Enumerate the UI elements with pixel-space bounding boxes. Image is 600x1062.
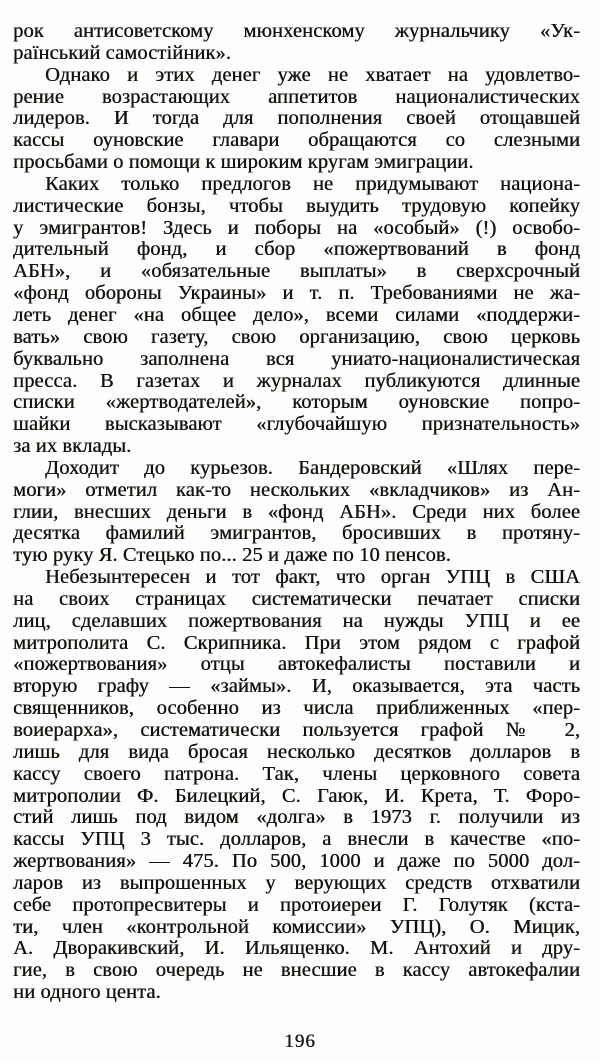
text-line: «фонд обороны Украины» и т. п. Требованиями не жа- — [13, 282, 580, 305]
text-line: Однако и этих денег уже не хватает на удовлетво- — [45, 63, 580, 86]
text-line: ни одного цента. — [13, 981, 161, 1004]
text-line: себе протопресвитеры и протоиереи Г. Голутяк (кста- — [13, 893, 580, 916]
text-line: раїнський самостійник». — [13, 41, 231, 64]
text-line: жертвования» — 475. По 500, 1000 и даже по 5000 дол- — [13, 850, 580, 873]
text-line: листические бонзы, чтобы выудить трудовую копейку — [13, 194, 580, 217]
text-line: ларов из выпрошенных у верующих средств отхватили — [13, 871, 580, 894]
text-line: Небезынтересен и тот факт, что орган УПЦ в США — [45, 566, 580, 589]
text-line: тую руку Я. Стецько по... 25 и даже по 10 пенсов. — [13, 544, 451, 567]
text-line: «пожертвования» отцы автокефалисты поставили и — [13, 653, 580, 676]
text-line: леть денег «на общее дело», всеми силами «поддержи- — [13, 303, 580, 326]
text-line: рок антисоветскому мюнхенскому журнальчику «Ук- — [13, 20, 580, 42]
text-line: буквально заполнена вся униато-националистическая — [13, 347, 580, 370]
text-line: стий лишь под видом «долга» в 1973 г. получили из — [13, 806, 580, 829]
text-line: кассу своего патрона. Так, члены церковного совета — [13, 762, 580, 785]
text-line: лишь для вида бросая несколько десятков долларов в — [13, 740, 580, 763]
text-line: моги» отметил как-то нескольких «вкладчиков» из Ан- — [13, 478, 580, 501]
text-line: лидеров. И тогда для пополнения своей отощавшей — [13, 107, 580, 130]
text-line: митрополита С. Скрипника. При этом рядом с графой — [13, 631, 580, 654]
text-line: АБН», и «обязательные выплаты» в сверхсрочный — [13, 260, 580, 283]
text-line: пресса. В газетах и журналах публикуются длинные — [13, 369, 580, 392]
text-line: вторую графу — «займы». И, оказывается, эта часть — [13, 675, 580, 698]
text-line: на своих страницах систематически печатает списки — [13, 587, 580, 610]
page-text — [13, 21, 580, 1004]
text-line: вать» свою газету, свою организацию, свою церковь — [13, 325, 580, 348]
text-line: за их вклады. — [13, 435, 132, 458]
text-line: ти, член «контрольной комиссии» УПЦ), О. Мицик, — [13, 915, 580, 938]
text-line: лиц, сделавших пожертвования на нужды УПЦ и ее — [13, 609, 580, 632]
text-line: Каких только предлогов не придумывают национа- — [45, 172, 580, 195]
paragraph — [13, 458, 580, 567]
text-line: глии, внесших деньги в «фонд АБН». Среди них более — [13, 500, 580, 523]
text-line: священников, особенно из числа приближенных «пер- — [13, 697, 580, 720]
text-line: воиерарха», систематически пользуется графой № 2, — [13, 719, 580, 741]
text-line: кассы оуновские главари обращаются со слезными — [13, 129, 580, 152]
text-line: списки «жертводателей», которым оуновские попро- — [13, 391, 580, 414]
text-line: рение возрастающих аппетитов националистических — [13, 85, 580, 108]
paragraph — [13, 567, 580, 1004]
text-line: дительный фонд, и сбор «пожертвований в фонд — [13, 238, 580, 261]
paragraph — [13, 21, 580, 65]
text-line: А. Дворакивский, И. Ильященко. М. Антохий и дру- — [13, 937, 580, 960]
text-line: шайки высказывают «глубочайшую признательность» — [13, 413, 580, 436]
paragraph — [13, 65, 580, 174]
text-line: гие, в свою очередь не внесшие в кассу автокефалии — [13, 959, 580, 982]
text-line: митрополии Ф. Билецкий, С. Гаюк, И. Крета, Т. Форо- — [13, 784, 580, 807]
page-number: 196 — [284, 1031, 316, 1052]
text-line: десятка фамилий эмигрантов, бросивших в протяну- — [13, 522, 580, 545]
paragraph — [13, 174, 580, 458]
text-line: Доходит до курьезов. Бандеровский «Шлях пере- — [45, 456, 580, 479]
text-line: просьбами о помощи к широким кругам эмиграции. — [13, 151, 474, 174]
text-line: у эмигрантов! Здесь и поборы на «особый» (!) освобо- — [13, 216, 580, 239]
text-line: кассы УПЦ 3 тыс. долларов, а внесли в качестве «по- — [13, 828, 580, 851]
